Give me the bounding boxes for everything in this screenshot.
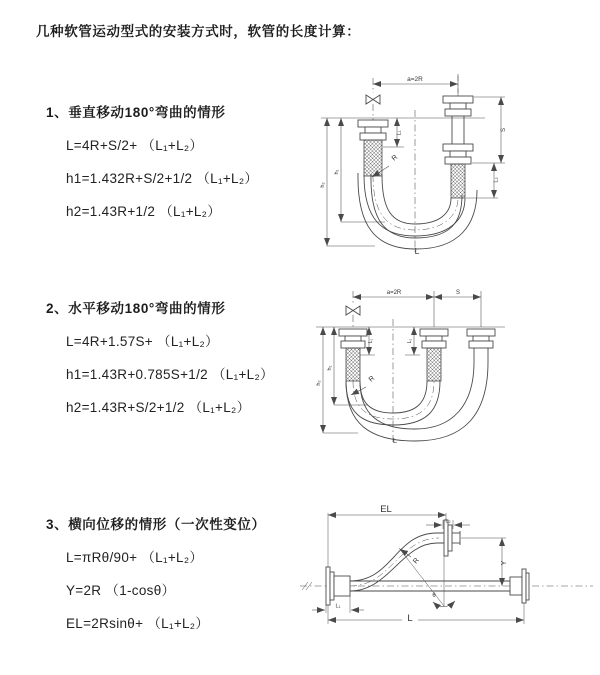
dim-el bbox=[328, 504, 446, 567]
angle-construction bbox=[399, 548, 455, 607]
dim-h1-label: h₁ bbox=[334, 169, 340, 175]
section-2-heading: 2、水平移动180°弯曲的情形 bbox=[46, 301, 226, 316]
section-1-heading: 1、垂直移动180°弯曲的情形 bbox=[46, 105, 226, 120]
section-vertical-bend bbox=[46, 101, 258, 220]
dim-s bbox=[434, 290, 481, 297]
dim-a2r-label: a=2R bbox=[386, 290, 402, 296]
radius-label: R bbox=[412, 556, 421, 566]
dim-s-label: S bbox=[455, 290, 461, 296]
right-pipe-assembly bbox=[443, 74, 473, 198]
dim-y bbox=[461, 538, 508, 586]
right-flange-fitting bbox=[467, 329, 495, 362]
dim-s bbox=[472, 97, 507, 163]
section-2-formula-h2: h2=1.43R+S/2+1/2 （L₁+L₂） bbox=[66, 400, 251, 415]
valve-icon bbox=[346, 306, 360, 315]
dim-l-label: L bbox=[407, 613, 413, 624]
dim-l2-label: L₂ bbox=[493, 177, 500, 183]
vertical-180-bend-drawing bbox=[313, 70, 583, 257]
dim-l2 bbox=[405, 327, 420, 355]
left-flange-fitting bbox=[326, 567, 350, 605]
section-1-formula-h1: h1=1.432R+S/2+1/2 （L₁+L₂） bbox=[66, 171, 259, 186]
vertical-180-bend-diagram bbox=[313, 70, 583, 257]
middle-flange-fitting bbox=[420, 329, 448, 381]
section-2-formula-L: L=4R+1.57S+ （L₁+L₂） bbox=[66, 334, 219, 349]
dim-a2r-label: a=2R bbox=[407, 76, 423, 83]
horizontal-180-bend-diagram bbox=[310, 283, 540, 455]
dim-l1-label: L₁ bbox=[335, 603, 341, 610]
upper-right-flange-fitting bbox=[444, 520, 460, 556]
braided-hose-middle bbox=[427, 348, 441, 381]
section-3-heading: 3、横向位移的情形（一次性变位） bbox=[46, 517, 266, 532]
lateral-displacement-drawing bbox=[298, 503, 598, 658]
dim-a2r bbox=[373, 76, 458, 93]
dim-l1-label: L₁ bbox=[396, 130, 403, 136]
dim-l1 bbox=[312, 596, 364, 613]
dim-l-label: L bbox=[392, 436, 398, 445]
dim-h2-label: h₂ bbox=[320, 182, 326, 188]
section-3-formula-L: L=πRθ/90+ （L₁+L₂） bbox=[66, 550, 204, 565]
dim-l bbox=[328, 603, 524, 624]
dim-l1-label: L₁ bbox=[368, 338, 374, 344]
section-1-formula-h2: h2=1.43R+1/2 （L₁+L₂） bbox=[66, 204, 222, 219]
dim-el-label: EL bbox=[380, 504, 392, 515]
dim-l-label: L bbox=[414, 246, 420, 256]
section-3-formula-Y: Y=2R （1-cosθ） bbox=[66, 583, 176, 598]
horizontal-180-bend-drawing bbox=[310, 283, 540, 455]
dim-h2-label: h₂ bbox=[316, 380, 322, 386]
section-lateral-displacement bbox=[46, 513, 266, 632]
dim-l2-label: L₂ bbox=[445, 518, 451, 525]
braided-hose-left bbox=[364, 140, 382, 176]
section-2-formula-h1: h1=1.43R+0.785S+1/2 （L₁+L₂） bbox=[66, 367, 274, 382]
lateral-displacement-diagram bbox=[298, 503, 598, 658]
section-3-formula-EL: EL=2Rsinθ+ （L₁+L₂） bbox=[66, 616, 210, 631]
angle-theta-label: θ bbox=[432, 593, 436, 599]
section-1-formula-L: L=4R+S/2+ （L₁+L₂） bbox=[66, 138, 204, 153]
radius-label: R bbox=[390, 153, 400, 163]
braided-hose-left bbox=[346, 348, 360, 381]
braided-hose-right bbox=[451, 164, 465, 198]
s-curve-hose bbox=[350, 533, 444, 591]
right-flange-fitting bbox=[510, 569, 529, 603]
dim-l2 bbox=[466, 163, 500, 198]
radius-label: R bbox=[367, 374, 377, 384]
page-title: 几种软管运动型式的安装方式时，软管的长度计算： bbox=[36, 24, 361, 39]
dim-a2r bbox=[353, 290, 481, 327]
left-flange-fitting bbox=[358, 120, 388, 176]
dim-s-label: S bbox=[501, 127, 507, 133]
section-horizontal-bend bbox=[46, 297, 274, 416]
dim-h1-label: h₁ bbox=[327, 365, 333, 371]
u-hose-curves bbox=[346, 362, 488, 441]
dim-l2-label: L₂ bbox=[407, 338, 413, 344]
dim-y-label: Y bbox=[501, 560, 508, 566]
valve-icon bbox=[366, 95, 380, 104]
